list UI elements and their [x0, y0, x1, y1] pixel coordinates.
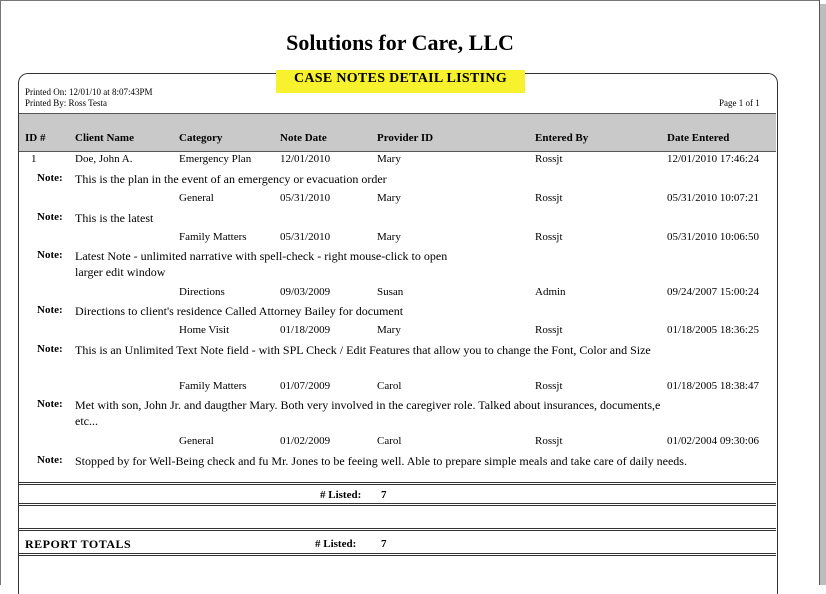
- page-left-edge: [0, 0, 1, 585]
- note-text: [75, 171, 387, 187]
- row-category: Emergency Plan: [179, 153, 252, 165]
- row-provider-id: Mary: [377, 192, 401, 204]
- row-entered-by: Rossjt: [535, 380, 563, 392]
- note-text: [75, 248, 447, 280]
- row-date-entered: 01/18/2005 18:36:25: [667, 324, 759, 336]
- note-label: Note:: [37, 343, 63, 355]
- row-note-date: 12/01/2010: [280, 153, 331, 165]
- listed-count: 7: [381, 489, 387, 501]
- row-client-name: Doe, John A.: [75, 153, 133, 165]
- divider: [19, 553, 776, 554]
- note-label: Note:: [37, 454, 63, 466]
- row-date-entered: 05/31/2010 10:06:50: [667, 231, 759, 243]
- row-date-entered: 05/31/2010 10:07:21: [667, 192, 759, 204]
- note-label: Note:: [37, 398, 63, 410]
- note-label: Note:: [37, 211, 63, 223]
- row-note-date: 05/31/2010: [280, 231, 331, 243]
- row-category: Home Visit: [179, 324, 230, 336]
- note-text: [75, 342, 651, 358]
- divider: [19, 555, 776, 556]
- row-provider-id: Carol: [377, 380, 402, 392]
- divider: [19, 484, 776, 485]
- row-entered-by: Rossjt: [535, 153, 563, 165]
- row-provider-id: Mary: [377, 153, 401, 165]
- row-category: General: [179, 435, 214, 447]
- note-line: Met with son, John Jr. and daugther Mary. Both very involved in the caregiver role. Talked about insurances, documents,e: [75, 398, 661, 412]
- note-line-continued: etc...: [75, 414, 98, 428]
- printed-by: Printed By: Ross Testa: [25, 98, 107, 108]
- row-note-date: 01/18/2009: [280, 324, 331, 336]
- page-top-edge: [0, 0, 820, 1]
- company-name: Solutions for Care, LLC: [286, 30, 514, 55]
- note-line-continued: larger edit window: [75, 265, 166, 279]
- divider: [19, 482, 776, 483]
- printed-on: Printed On: 12/01/10 at 8:07:43PM: [25, 87, 153, 97]
- row-provider-id: Susan: [377, 286, 404, 298]
- row-category: Directions: [179, 286, 225, 298]
- col-entered-by: Entered By: [535, 132, 589, 144]
- totals-listed-count: 7: [381, 538, 387, 550]
- divider: [19, 505, 776, 506]
- totals-listed-label: # Listed:: [315, 538, 357, 550]
- row-category: Family Matters: [179, 380, 247, 392]
- note-text: [75, 303, 403, 319]
- note-line: This is an Unlimited Text Note field - with SPL Check / Edit Features that allow you to change the Font, Color and Size: [75, 343, 651, 357]
- page-shadow: [820, 4, 826, 585]
- row-entered-by: Rossjt: [535, 231, 563, 243]
- note-text: [75, 210, 153, 226]
- note-line: Latest Note - unlimited narrative with spell-check - right mouse-click to open: [75, 249, 448, 263]
- row-entered-by: Admin: [535, 286, 566, 298]
- col-client-name: Client Name: [75, 132, 134, 144]
- row-entered-by: Rossjt: [535, 435, 563, 447]
- row-entered-by: Rossjt: [535, 324, 563, 336]
- row-date-entered: 12/01/2010 17:46:24: [667, 153, 759, 165]
- col-date-entered: Date Entered: [667, 132, 730, 144]
- row-note-date: 09/03/2009: [280, 286, 331, 298]
- note-text: [75, 453, 687, 469]
- note-label: Note:: [37, 172, 63, 184]
- note-line: This is the latest: [75, 211, 154, 225]
- row-note-date: 05/31/2010: [280, 192, 331, 204]
- row-entered-by: Rossjt: [535, 192, 563, 204]
- listed-label: # Listed:: [320, 489, 362, 501]
- col-provider-id: Provider ID: [377, 132, 434, 144]
- note-label: Note:: [37, 249, 63, 261]
- row-provider-id: Mary: [377, 231, 401, 243]
- row-id: 1: [31, 153, 37, 165]
- note-text: [75, 397, 660, 429]
- col-category: Category: [179, 132, 223, 144]
- divider: [19, 503, 776, 504]
- row-date-entered: 01/18/2005 18:38:47: [667, 380, 759, 392]
- col-id: ID #: [25, 132, 46, 144]
- row-note-date: 01/07/2009: [280, 380, 331, 392]
- divider: [19, 530, 776, 531]
- page-number: Page 1 of 1: [719, 98, 760, 108]
- divider: [19, 528, 776, 529]
- note-line: Directions to client's residence Called Attorney Bailey for document: [75, 304, 404, 318]
- row-note-date: 01/02/2009: [280, 435, 331, 447]
- note-line: This is the plan in the event of an emergency or evacuation order: [75, 172, 387, 186]
- note-label: Note:: [37, 304, 63, 316]
- note-line: Stopped by for Well-Being check and fu Mr. Jones to be feeing well. Able to prepare simple meals and take care of daily needs.: [75, 454, 687, 468]
- report-totals-label: REPORT TOTALS: [25, 537, 132, 551]
- row-date-entered: 09/24/2007 15:00:24: [667, 286, 759, 298]
- row-category: General: [179, 192, 214, 204]
- report-title: CASE NOTES DETAIL LISTING: [293, 71, 508, 86]
- row-category: Family Matters: [179, 231, 247, 243]
- row-date-entered: 01/02/2004 09:30:06: [667, 435, 759, 447]
- col-note-date: Note Date: [280, 132, 327, 144]
- row-provider-id: Carol: [377, 435, 402, 447]
- row-provider-id: Mary: [377, 324, 401, 336]
